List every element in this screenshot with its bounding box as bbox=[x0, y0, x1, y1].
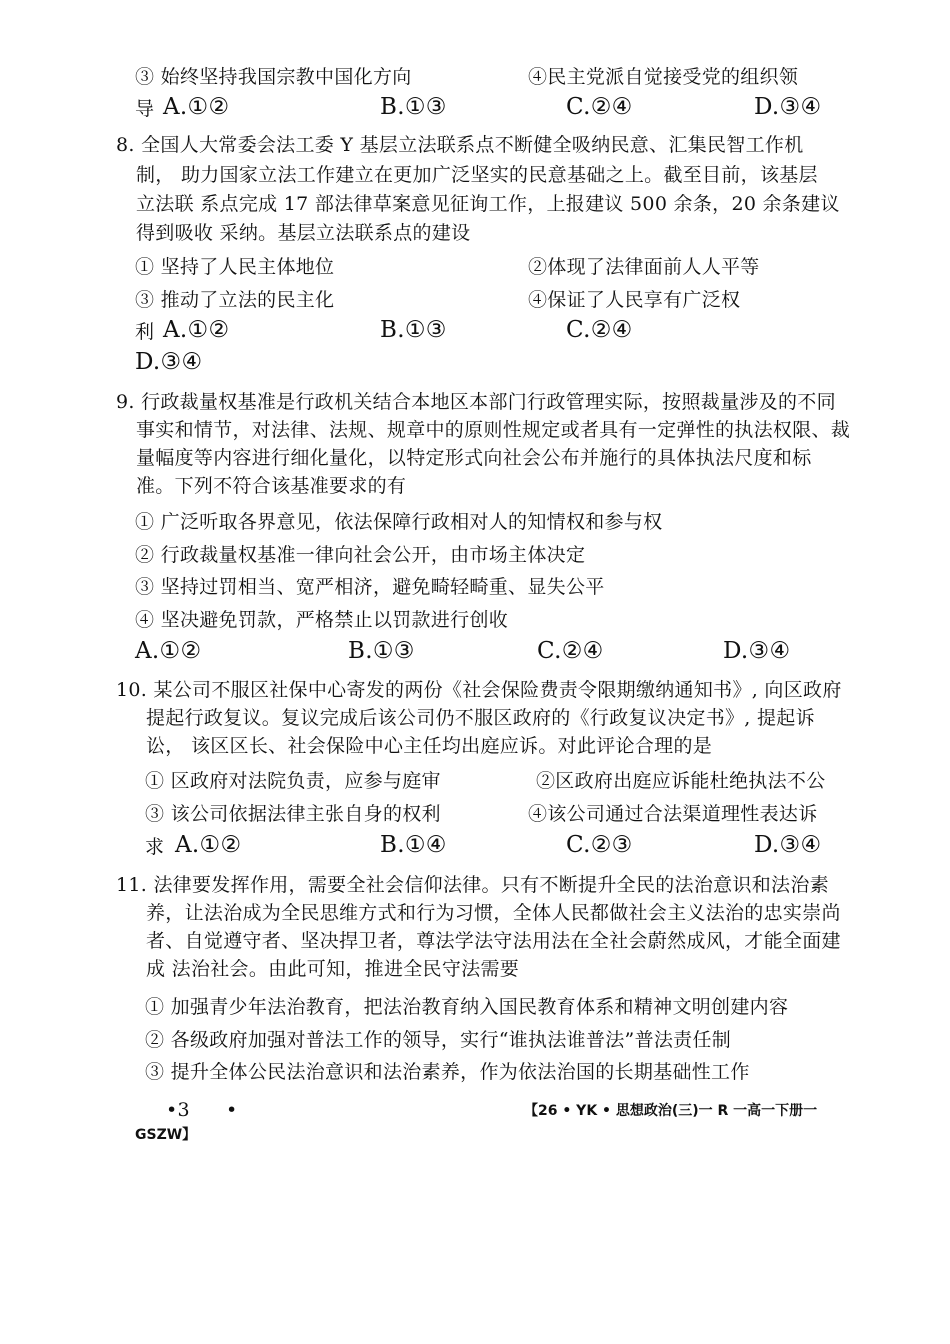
q10-option-1: ① 区政府对法院负责，应参与庭审 bbox=[145, 770, 441, 792]
q10-stem-line-1: 10. 某公司不服区社保中心寄发的两份《社会保险费责令限期缴纳通知书》, 向区政府 bbox=[116, 679, 842, 701]
q11-option-3: ③ 提升全体公民法治意识和法治素养，作为依法治国的长期基础性工作 bbox=[145, 1061, 750, 1083]
q10-choice-d: D.③④ bbox=[754, 832, 822, 858]
q8-option-2: ②体现了法律面前人人平等 bbox=[528, 256, 760, 278]
q7-choice-d: D.③④ bbox=[754, 94, 822, 120]
q10-choice-b: B.①④ bbox=[380, 832, 447, 858]
page-number: •3 bbox=[166, 1099, 190, 1121]
q8-option-1: ① 坚持了人民主体地位 bbox=[135, 256, 335, 278]
q8-option-4: ④保证了人民享有广泛权 bbox=[528, 289, 741, 311]
q8-choice-c: C.②④ bbox=[566, 317, 633, 343]
q10-stem-line-3: 讼， 该区区长、社会保险中心主任均出庭应诉。对此评论合理的是 bbox=[146, 735, 713, 757]
q11-stem-line-3: 者、自觉遵守者、坚决捍卫者，尊法学法守法用法在全社会蔚然成风，才能全面建 bbox=[146, 930, 841, 952]
q7-choice-b: B.①③ bbox=[380, 94, 447, 120]
q8-choice-d: D.③④ bbox=[135, 349, 203, 375]
q8-choice-b: B.①③ bbox=[380, 317, 447, 343]
q9-option-1: ① 广泛听取各界意见，依法保障行政相对人的知情权和参与权 bbox=[135, 511, 663, 533]
q9-option-2: ② 行政裁量权基准一律向社会公开，由市场主体决定 bbox=[135, 544, 586, 566]
q9-choice-a: A.①② bbox=[135, 638, 202, 664]
q11-stem-line-4: 成 法治社会。由此可知，推进全民守法需要 bbox=[146, 958, 520, 980]
q11-option-2: ② 各级政府加强对普法工作的领导，实行“谁执法谁普法”普法责任制 bbox=[145, 1029, 732, 1051]
q8-option-3: ③ 推动了立法的民主化 bbox=[135, 289, 335, 311]
paper-code: 【26 • YK • 思想政治(三)一 R 一高一下册一 bbox=[524, 1103, 818, 1119]
q8-stem-line-3: 立法联 系点完成 17 部法律草案意见征询工作，上报建议 500 余条，20 余条建议 bbox=[136, 193, 840, 215]
q9-stem-line-3: 量幅度等内容进行细化量化，以特定形式向社会公布并施行的具体执法尺度和标 bbox=[136, 447, 812, 469]
q7-option-4-continued: 导 bbox=[135, 98, 155, 120]
q9-stem-line-2: 事实和情节，对法律、法规、规章中的原则性规定或者具有一定弹性的执法权限、裁 bbox=[136, 419, 851, 441]
q9-choice-d: D.③④ bbox=[723, 638, 791, 664]
q9-stem-line-1: 9. 行政裁量权基准是行政机关结合本地区本部门行政管理实际，按照裁量涉及的不同 bbox=[116, 391, 836, 413]
q11-option-1: ① 加强青少年法治教育，把法治教育纳入国民教育体系和精神文明创建内容 bbox=[145, 996, 789, 1018]
q8-stem-line-4: 得到吸收 采纳。基层立法联系点的建设 bbox=[136, 222, 471, 244]
q10-stem-line-2: 提起行政复议。复议完成后该公司仍不服区政府的《行政复议决定书》, 提起诉 bbox=[146, 707, 815, 729]
q10-option-3: ③ 该公司依据法律主张自身的权利 bbox=[145, 803, 441, 825]
q7-choice-c: C.②④ bbox=[566, 94, 633, 120]
paper-code-continued: GSZW】 bbox=[135, 1127, 197, 1143]
q8-stem-line-1: 8. 全国人大常委会法工委 Y 基层立法联系点不断健全吸纳民意、汇集民智工作机 bbox=[116, 134, 804, 156]
q11-stem-line-1: 11. 法律要发挥作用，需要全社会信仰法律。只有不断提升全民的法治意识和法治素 bbox=[116, 874, 829, 896]
q9-choice-c: C.②④ bbox=[537, 638, 604, 664]
q9-stem-line-4: 准。下列不符合该基准要求的有 bbox=[136, 475, 407, 497]
page-number-dot: • bbox=[226, 1099, 238, 1121]
q9-choice-b: B.①③ bbox=[348, 638, 415, 664]
q8-choice-a: A.①② bbox=[163, 317, 230, 343]
q8-option-4-continued: 利 bbox=[135, 321, 155, 343]
q11-stem-line-2: 养，让法治成为全民思维方式和行为习惯，全体人民都做社会主义法治的忠实崇尚 bbox=[146, 902, 841, 924]
q7-option-3: ③ 始终坚持我国宗教中国化方向 bbox=[135, 66, 412, 88]
q9-option-3: ③ 坚持过罚相当、宽严相济，避免畸轻畸重、显失公平 bbox=[135, 576, 605, 598]
q8-stem-line-2: 制， 助力国家立法工作建立在更加广泛坚实的民意基础之上。截至目前，该基层 bbox=[136, 164, 818, 186]
q10-option-4-continued: 求 bbox=[145, 836, 165, 858]
q7-option-4: ④民主党派自觉接受党的组织领 bbox=[528, 66, 799, 88]
q10-option-2: ②区政府出庭应诉能杜绝执法不公 bbox=[536, 770, 826, 792]
q9-option-4: ④ 坚决避免罚款，严格禁止以罚款进行创收 bbox=[135, 609, 509, 631]
q10-choice-a: A.①② bbox=[175, 832, 242, 858]
q7-choice-a: A.①② bbox=[163, 94, 230, 120]
q10-option-4: ④该公司通过合法渠道理性表达诉 bbox=[528, 803, 818, 825]
q10-choice-c: C.②③ bbox=[566, 832, 633, 858]
